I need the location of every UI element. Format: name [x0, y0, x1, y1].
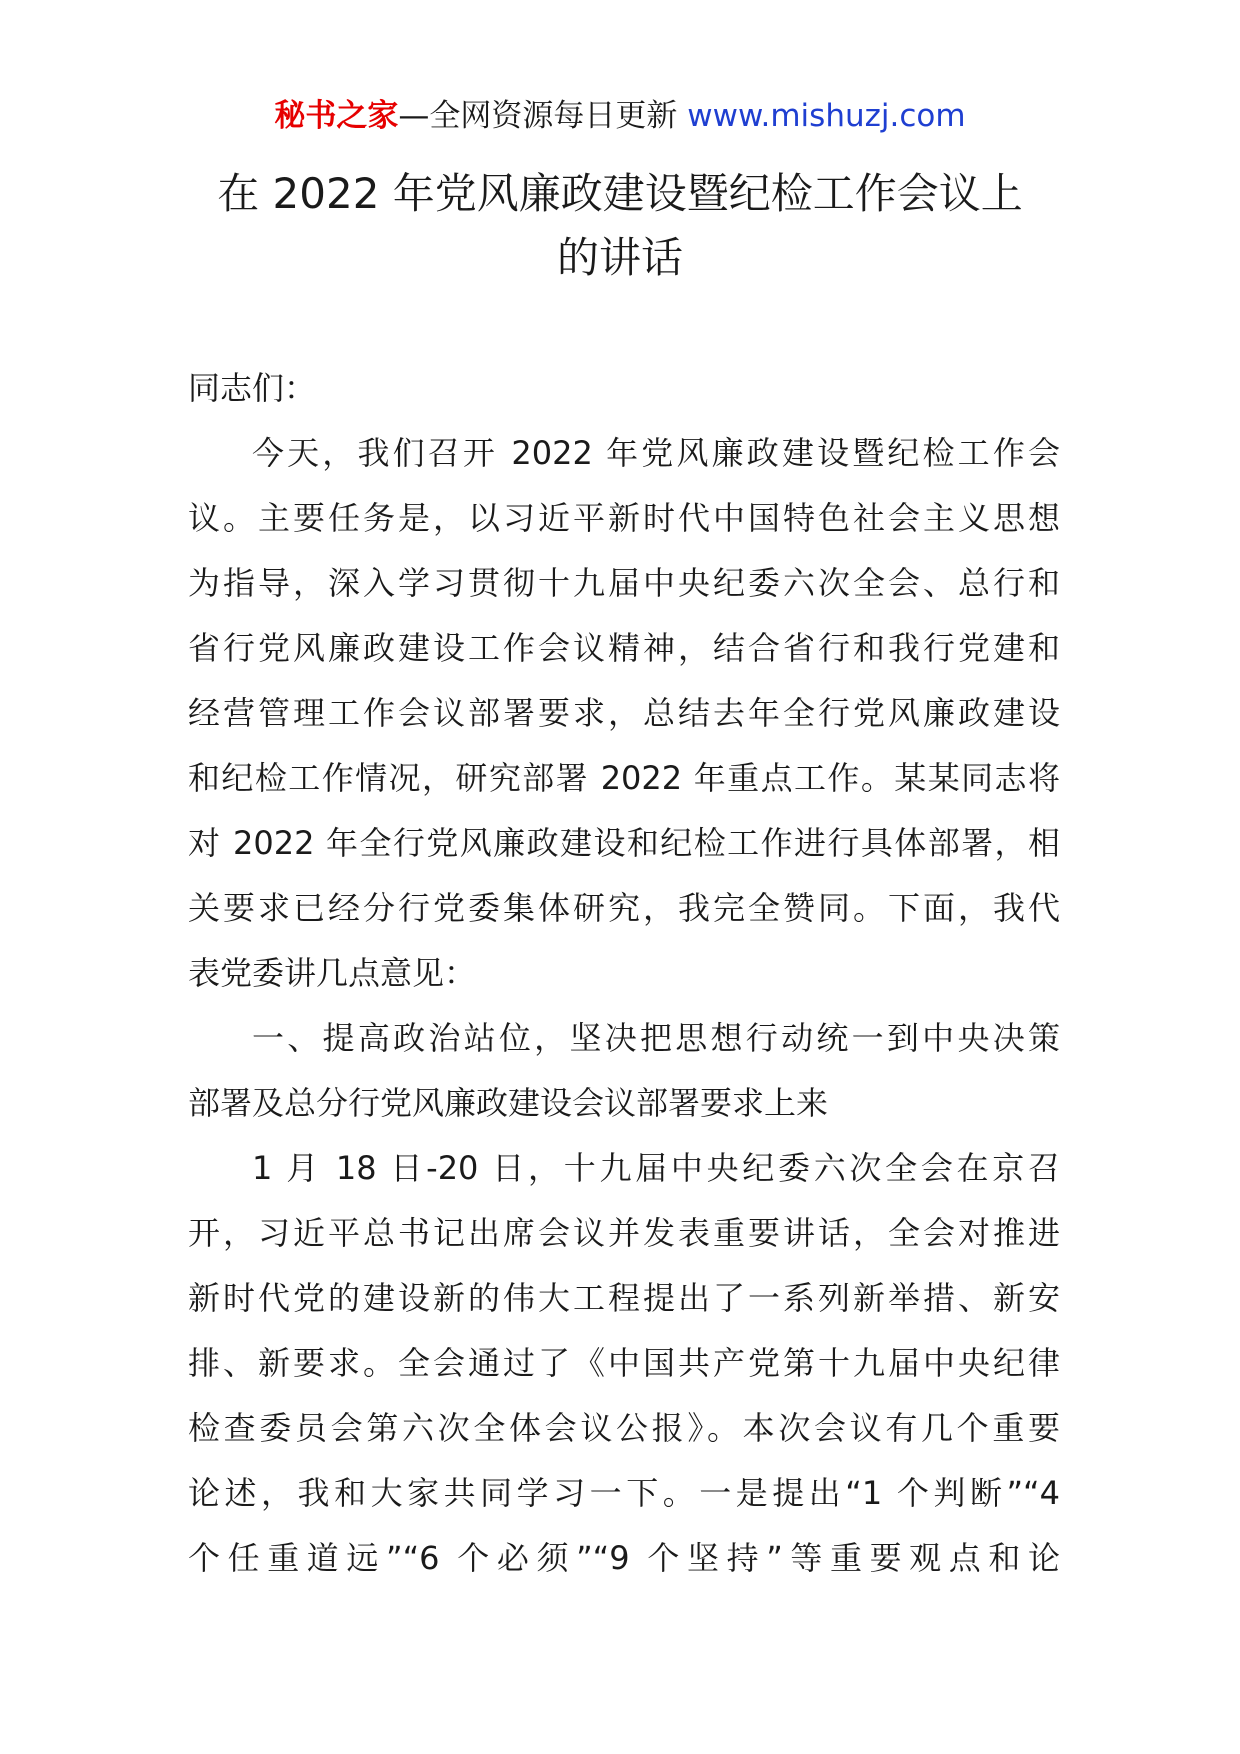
paragraph-line: 关要求已经分行党委集体研究，我完全赞同。下面，我代 — [188, 889, 1060, 927]
paragraph-line: 省行党风廉政建设工作会议精神，结合省行和我行党建和 — [188, 629, 1060, 667]
site-header — [0, 96, 1240, 136]
document-body — [188, 356, 1060, 1591]
document-title-line-1: 在 2022 年党风廉政建设暨纪检工作会议上 — [217, 169, 1023, 218]
document-title-line-2: 的讲话 — [556, 233, 683, 282]
paragraph-line: 表党委讲几点意见： — [188, 954, 477, 992]
paragraph-line: 个任重道远”“6 个必须”“9 个坚持”等重要观点和论 — [188, 1539, 1060, 1577]
site-brand: 秘书之家 — [274, 98, 399, 134]
section-heading-line: 一、提高政治站位，坚决把思想行动统一到中央决策 — [252, 1019, 1060, 1057]
paragraph-line: 检查委员会第六次全体会议公报》。本次会议有几个重要 — [188, 1409, 1060, 1447]
document-title — [150, 162, 1090, 290]
paragraph-line: 经营管理工作会议部署要求，总结去年全行党风廉政建设 — [188, 694, 1060, 732]
site-url-link[interactable]: www.mishuzj.com — [687, 98, 966, 134]
paragraph-line: 议。主要任务是，以习近平新时代中国特色社会主义思想 — [188, 499, 1060, 537]
paragraph-line: 为指导，深入学习贯彻十九届中央纪委六次全会、总行和 — [188, 564, 1060, 602]
paragraph-line: 排、新要求。全会通过了《中国共产党第十九届中央纪律 — [188, 1344, 1060, 1382]
paragraph-line: 开，习近平总书记出席会议并发表重要讲话，全会对推进 — [188, 1214, 1060, 1252]
paragraph-line: 和纪检工作情况，研究部署 2022 年重点工作。某某同志将 — [188, 759, 1060, 797]
section-heading-line: 部署及总分行党风廉政建设会议部署要求上来 — [188, 1084, 829, 1122]
paragraph-line: 今天，我们召开 2022 年党风廉政建设暨纪检工作会 — [252, 434, 1060, 472]
paragraph-line: 1 月 18 日-20 日，十九届中央纪委六次全会在京召 — [252, 1149, 1060, 1187]
paragraph-line: 对 2022 年全行党风廉政建设和纪检工作进行具体部署，相 — [188, 824, 1060, 862]
paragraph-line: 新时代党的建设新的伟大工程提出了一系列新举措、新安 — [188, 1279, 1060, 1317]
site-tagline: —全网资源每日更新 — [398, 98, 688, 134]
paragraph-line: 论述，我和大家共同学习一下。一是提出“1 个判断”“4 — [188, 1474, 1060, 1512]
salutation: 同志们： — [188, 369, 317, 407]
